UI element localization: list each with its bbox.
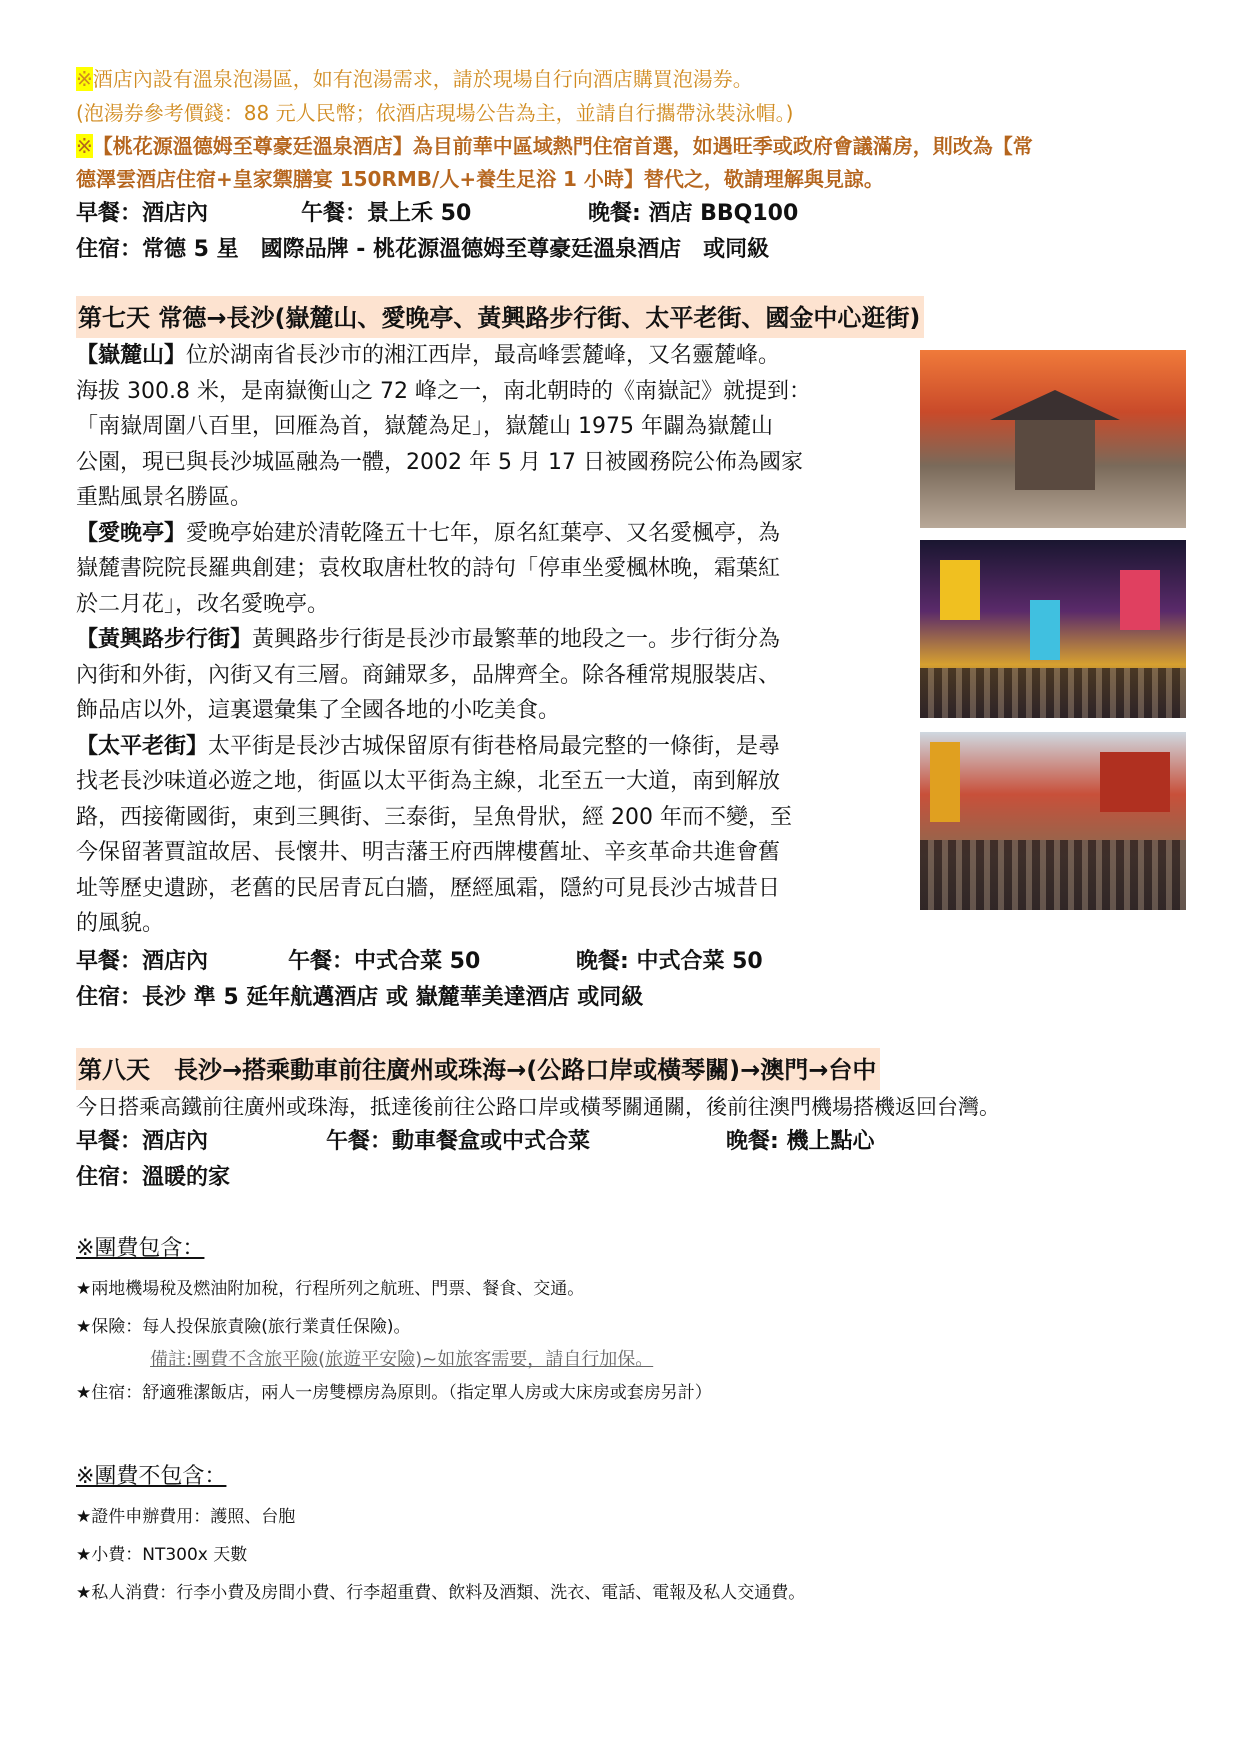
itinerary-page — [76, 62, 1186, 1612]
excludes-item: ★小費：NT300x 天數 — [76, 1544, 248, 1565]
lunch-info: 午餐：動車餐盒或中式合菜 — [326, 1128, 591, 1154]
lunch-info: 午餐：中式合菜 50 — [288, 948, 481, 974]
aiwan-pavilion-photo — [920, 350, 1186, 528]
taiping-street-para: 【太平老街】太平街是長沙古城保留原有街巷格局最完整的一條街，是尋 找老長沙味道必遊之地，街區以太平街為主線，北至五一大道，南到解放 路，西接衛國街，東到三興街、三泰街，呈魚骨狀，經 200 年而不變，至 今保留著賈誼故居、長懷井、明吉藩王府西牌樓舊址、辛亥革命共進會舊 址等歷史遺跡，老舊的民居青瓦白牆，歷經風霜，隱約可見長沙古城昔日 的風貌。 — [76, 733, 792, 936]
reference-mark: ※ — [76, 134, 93, 158]
dinner-info: 晚餐: 機上點心 — [726, 1128, 875, 1154]
hotel-replacement-note-line1: ※【桃花源溫德姆至尊豪廷溫泉酒店】為目前華中區域熱門住宿首選，如遇旺季或政府會議滿房，則改為【常 — [76, 134, 1033, 158]
day8-meals — [76, 1124, 1186, 1160]
includes-title: ※團費包含： — [76, 1235, 205, 1261]
lunch-info: 午餐：景上禾 50 — [301, 201, 472, 226]
day7-section — [76, 338, 1186, 942]
day8-description: 今日搭乘高鐵前往廣州或珠海，抵達後前往公路口岸或橫琴關通關，後前往澳門機場搭機返回台灣。 — [76, 1094, 1000, 1119]
breakfast-info: 早餐：酒店內 — [76, 948, 209, 974]
day7-photos — [920, 338, 1186, 942]
day7-hotel: 住宿：長沙 準 5 延年航邁酒店 或 嶽麓華美達酒店 或同級 — [76, 984, 644, 1010]
includes-item: ★住宿：舒適雅潔飯店，兩人一房雙標房為原則。（指定單人房或大床房或套房另計） — [76, 1382, 712, 1403]
day7-meals — [76, 944, 1186, 980]
breakfast-info: 早餐：酒店內 — [76, 201, 209, 226]
day6-hotel: 住宿：常德 5 星 國際品牌 - 桃花源溫德姆至尊豪廷溫泉酒店 或同級 — [76, 237, 770, 262]
day7-description — [76, 338, 886, 942]
ticket-price-note: (泡湯券參考價錢：88 元人民幣；依酒店現場公告為主，並請自行攜帶泳裝泳帽。) — [76, 101, 794, 125]
excludes-title: ※團費不包含： — [76, 1463, 227, 1489]
yuelu-mountain-para: 【嶽麓山】位於湖南省長沙市的湘江西岸，最高峰雲麓峰，又名靈麓峰。 海拔 300.8 米，是南嶽衡山之 72 峰之一，南北朝時的《南嶽記》就提到： 「南嶽周圍八百里，回雁為首，嶽麓為足」，嶽麓山 1975 年闢為嶽麓山 公園，現已與長沙城區融為一體，2002 年 5 月 17 日被國務院公佈為國家 重點風景名勝區。 — [76, 343, 811, 510]
breakfast-info: 早餐：酒店內 — [76, 1128, 209, 1154]
day7-title: 第七天 常德→長沙(嶽麓山、愛晚亭、黃興路步行街、太平老街、國金中心逛街) — [76, 296, 924, 338]
hot-spring-note: ※酒店內設有溫泉泡湯區，如有泡湯需求，請於現場自行向酒店購買泡湯券。 — [76, 67, 753, 91]
hotel-replacement-note-line2: 德澤雲酒店住宿+皇家禦膳宴 150RMB/人+養生足浴 1 小時】替代之，敬請理解與見諒。 — [76, 167, 884, 191]
excludes-item: ★證件申辦費用：護照、台胞 — [76, 1506, 296, 1527]
reference-mark: ※ — [76, 67, 93, 91]
huangxing-street-photo — [920, 540, 1186, 718]
excludes-item: ★私人消費：行李小費及房間小費、行李超重費、飲料及酒類、洗衣、電話、電報及私人交通費。 — [76, 1582, 806, 1603]
huangxing-street-para: 【黃興路步行街】黃興路步行街是長沙市最繁華的地段之一。步行街分為 內街和外街，內街又有三層。商鋪眾多，品牌齊全。除各種常規服裝店、 飾品店以外，這裏還彙集了全國各地的小吃美食。 — [76, 627, 781, 723]
insurance-remark: 備註:團費不含旅平險(旅遊平安險)~如旅客需要，請自行加保。 — [150, 1348, 654, 1370]
includes-item: ★保險：每人投保旅責險(旅行業責任保險)。 — [76, 1316, 411, 1337]
day8-title: 第八天 長沙→搭乘動車前往廣州或珠海→(公路口岸或橫琴關)→澳門→台中 — [76, 1048, 880, 1090]
dinner-info: 晚餐: 中式合菜 50 — [576, 948, 763, 974]
day8-hotel: 住宿：溫暖的家 — [76, 1164, 231, 1190]
taiping-street-photo — [920, 732, 1186, 910]
dinner-info: 晚餐: 酒店 BBQ100 — [588, 201, 799, 226]
day6-meals — [76, 196, 1186, 232]
aiwan-pavilion-para: 【愛晚亭】愛晚亭始建於清乾隆五十七年，原名紅葉亭、又名愛楓亭，為 嶽麓書院院長羅典創建；袁枚取唐杜牧的詩句「停車坐愛楓林晚，霜葉紅 於二月花」，改名愛晚亭。 — [76, 520, 781, 617]
includes-item: ★兩地機場稅及燃油附加稅，行程所列之航班、門票、餐食、交通。 — [76, 1278, 585, 1299]
